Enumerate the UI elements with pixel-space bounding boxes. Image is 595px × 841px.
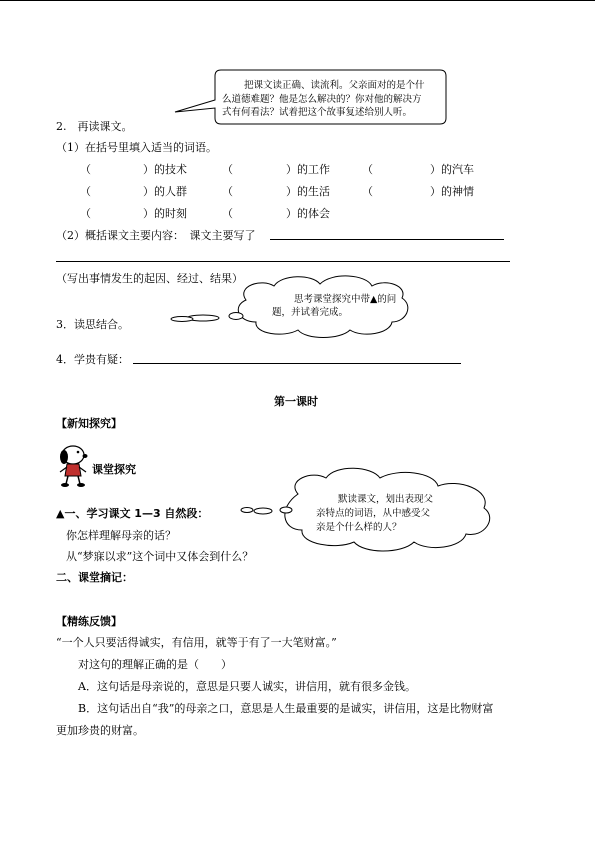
part1-q1: 你怎样理解母亲的话？ <box>66 529 176 542</box>
question: 对这句的理解正确的是（ ） <box>78 658 232 671</box>
blank-open: （ <box>362 185 373 198</box>
blank-close: ）的神情 <box>430 185 474 198</box>
q2-instruction: （2）概括课文主要内容： 课文主要写了 <box>56 229 256 242</box>
callout1-line1: 把课文读正确、读流利。父亲面对的是个什 <box>244 80 425 91</box>
blank-open: （ <box>80 207 91 220</box>
callout3-line1: 默读课文，划出表现父 <box>338 494 434 505</box>
blank-open: （ <box>222 163 233 176</box>
blank-open: （ <box>80 163 91 176</box>
blank-close: ）的技术 <box>143 163 187 176</box>
section2-title: 2. 再读课文。 <box>56 120 133 133</box>
q1-instruction: （1）在括号里填入适当的词语。 <box>56 141 217 154</box>
option-a[interactable]: A．这句话是母亲说的，意思是只要人诚实，讲信用，就有很多金钱。 <box>78 680 416 693</box>
jinglian-heading: 【精练反馈】 <box>56 615 122 628</box>
callout2-line2: 题，并试着完成。 <box>272 307 349 318</box>
lesson-title: 第一课时 <box>274 395 318 408</box>
option-b[interactable]: B．这句话出自“我”的母亲之口，意思是人生最重要的是诚实，讲信用，这是比物财富 <box>78 702 494 715</box>
blank-close: ）的生活 <box>286 185 330 198</box>
option-b-cont: 更加珍贵的财富。 <box>56 724 144 737</box>
quote: “一个人只要活得诚实，有信用，就等于有了一大笔财富。” <box>56 636 337 649</box>
blank-open: （ <box>222 185 233 198</box>
callout3-line3: 亲是个什么样的人？ <box>316 522 402 533</box>
ketang-heading: 课堂探究 <box>92 463 136 476</box>
callout2-line1: 思考课堂探究中带▲的问 <box>294 294 397 305</box>
callout3-line2: 亲特点的词语，从中感受父 <box>316 508 431 519</box>
blank-close: ）的汽车 <box>430 163 474 176</box>
blank-close: ）的体会 <box>286 207 330 220</box>
blank-open: （ <box>222 207 233 220</box>
callout1-line2: 么道德难题？他是怎么解决的？你对他的解决方 <box>222 94 422 105</box>
part1-title: ▲一、学习课文 1—3 自然段： <box>56 507 209 520</box>
callout1-line3: 式有何看法？试着把这个故事复述给别人听。 <box>222 107 413 118</box>
blank-close: ）的时刻 <box>143 207 187 220</box>
section4-title: 4．学贵有疑： <box>56 353 129 366</box>
blank-close: ）的工作 <box>286 163 330 176</box>
blank-open: （ <box>362 163 373 176</box>
part1-q2: 从“梦寐以求”这个词中又体会到什么？ <box>66 550 254 563</box>
section3-title: 3．读思结合。 <box>56 318 129 331</box>
q2-note: （写出事情发生的起因、经过、结果） <box>56 272 243 285</box>
blank-close: ）的人群 <box>143 185 187 198</box>
blank-open: （ <box>80 185 91 198</box>
xinzhi-heading: 【新知探究】 <box>56 417 122 430</box>
part2-title: 二、课堂摘记： <box>56 571 133 584</box>
